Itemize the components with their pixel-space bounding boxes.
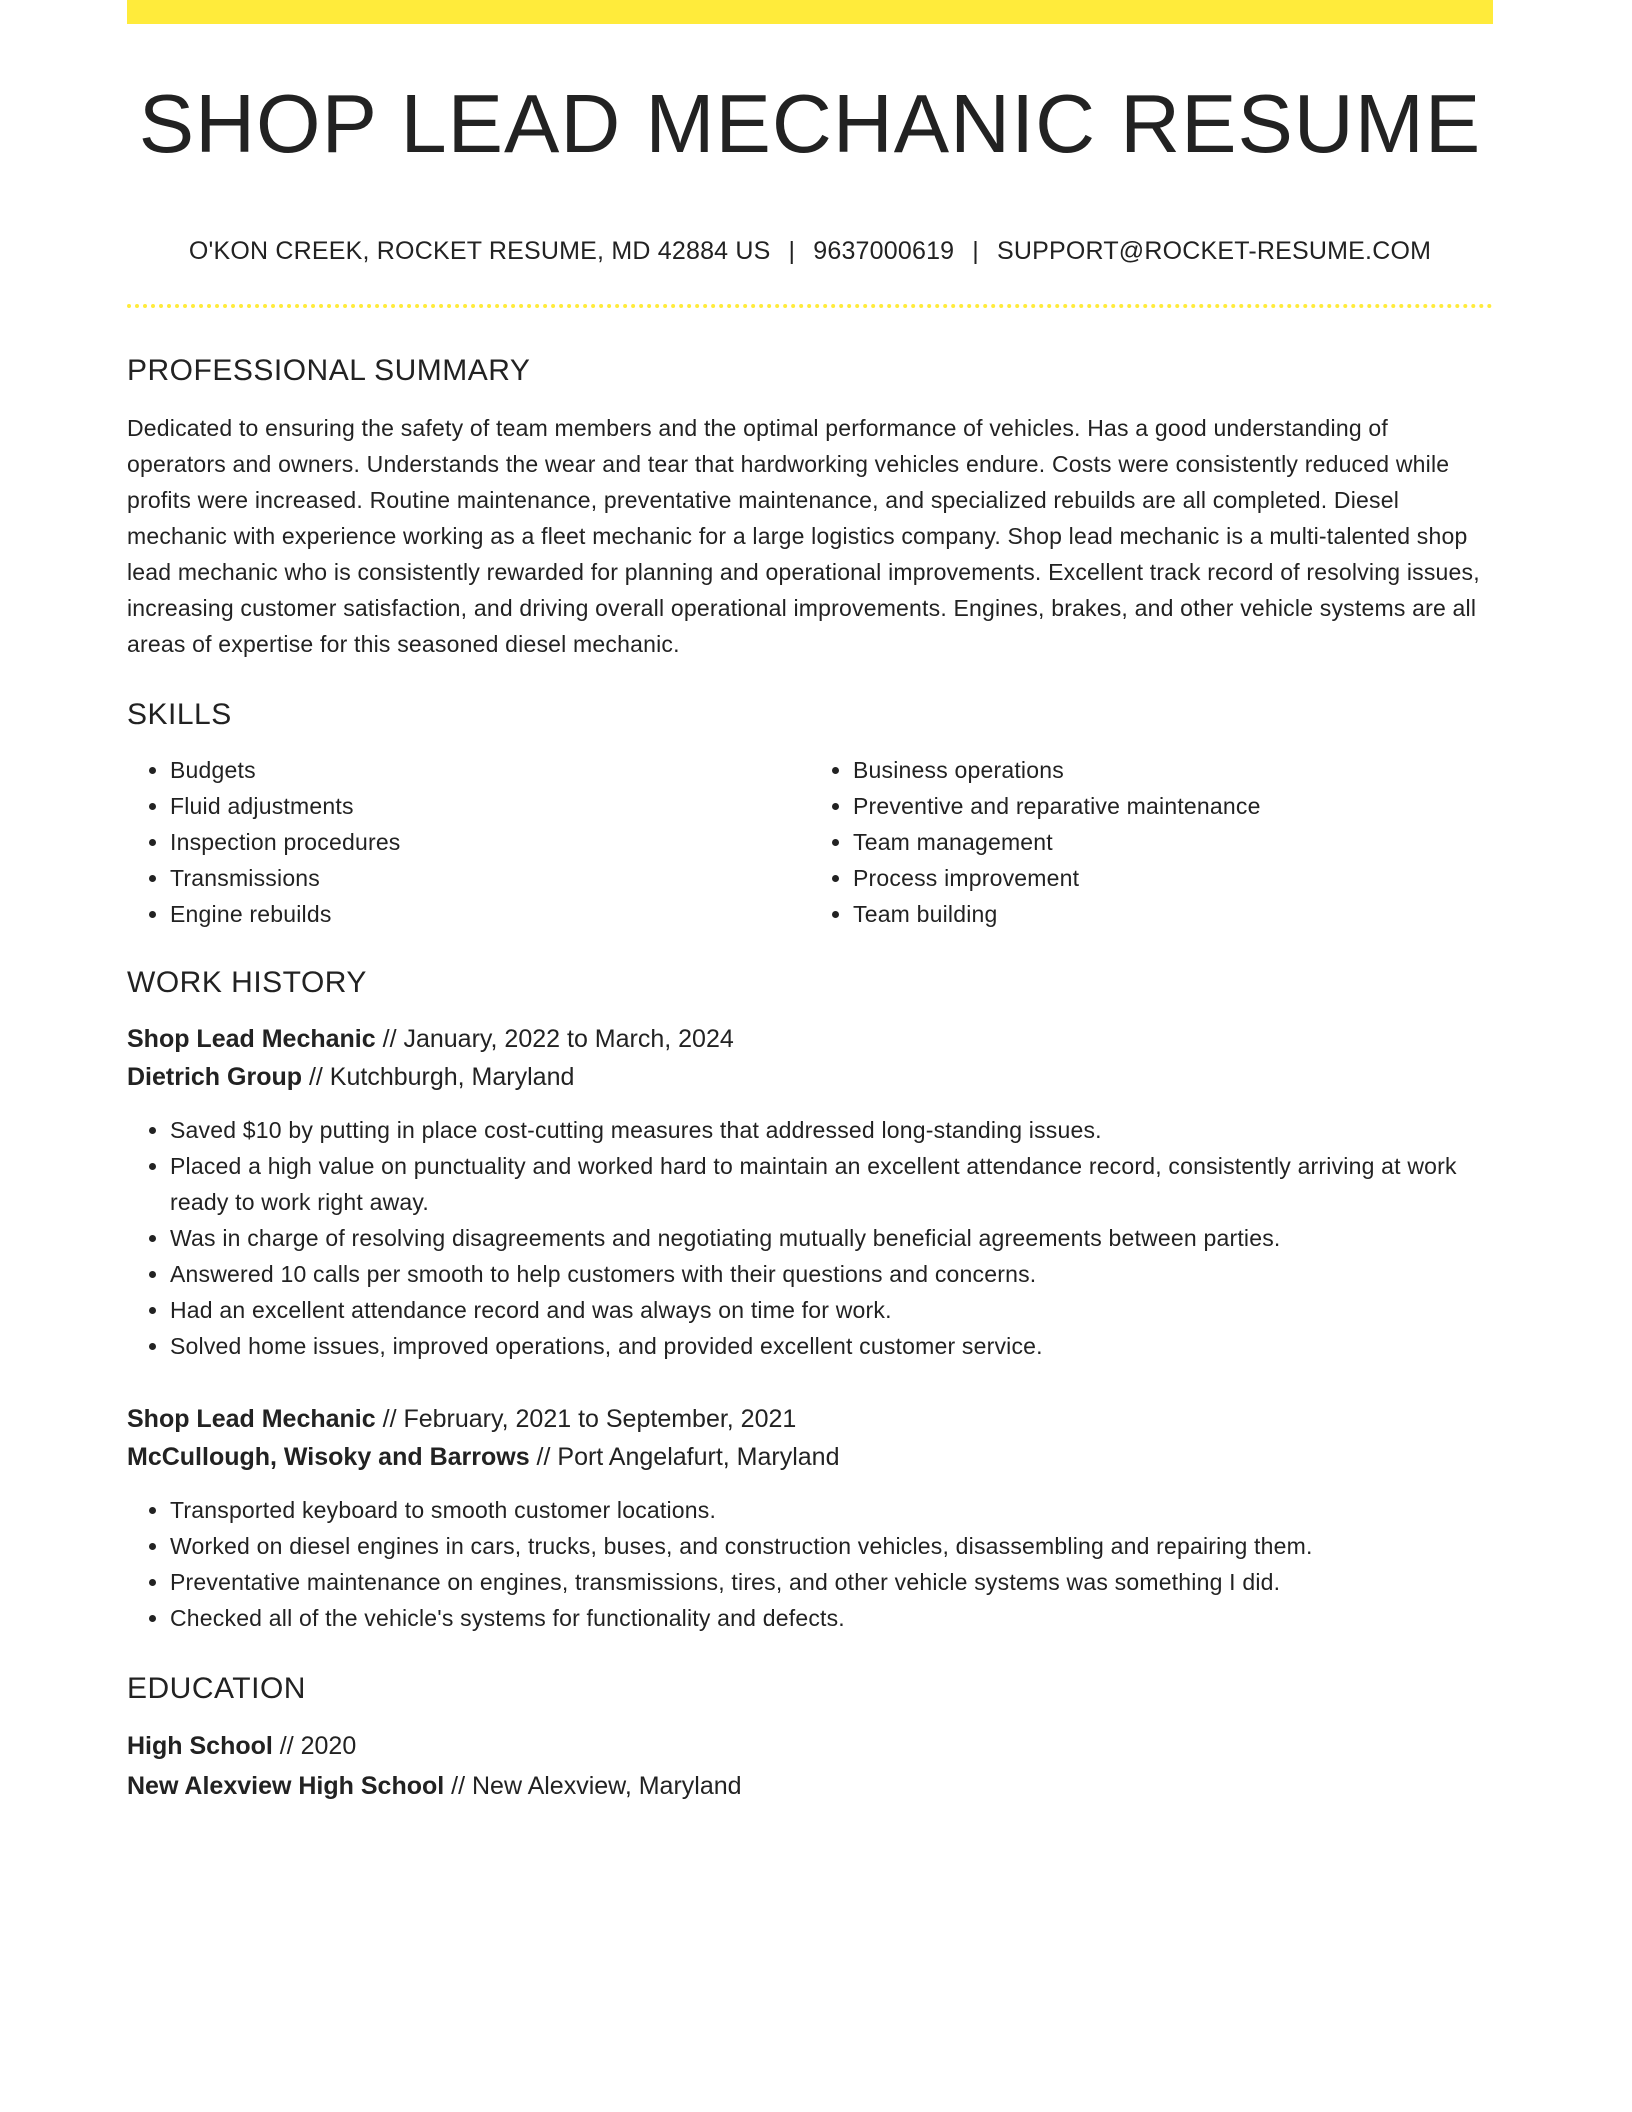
skill-item: • Budgets [170, 752, 810, 788]
job-bullet: • Solved home issues, improved operations, and provided excellent customer service. [170, 1328, 1493, 1364]
job-location: // Port Angelafurt, Maryland [529, 1443, 840, 1471]
skill-item: • Engine rebuilds [170, 896, 810, 932]
job-entry-header [127, 1020, 1493, 1096]
dotted-divider [127, 304, 1493, 308]
job-location: // Kutchburgh, Maryland [302, 1063, 575, 1091]
education-location: // New Alexview, Maryland [444, 1772, 742, 1800]
job-company-line [127, 1438, 1493, 1476]
job-bullet: • Was in charge of resolving disagreements and negotiating mutually beneficial agreements between parties. [170, 1220, 1493, 1256]
job-bullet: • Answered 10 calls per smooth to help customers with their questions and concerns. [170, 1256, 1493, 1292]
education-school: New Alexview High School [127, 1772, 445, 1800]
job-title: Shop Lead Mechanic [127, 1405, 376, 1433]
job-bullet: • Had an excellent attendance record and was always on time for work. [170, 1292, 1493, 1328]
education-entry [127, 1726, 1493, 1806]
job-title-line [127, 1400, 1493, 1438]
skill-item: • Process improvement [853, 860, 1493, 896]
contact-email: SUPPORT@ROCKET-RESUME.COM [997, 237, 1432, 265]
job-bullet: • Preventative maintenance on engines, transmissions, tires, and other vehicle systems was something I did. [170, 1564, 1493, 1600]
job-title-line [127, 1020, 1493, 1058]
job-company: Dietrich Group [127, 1063, 303, 1091]
contact-line [127, 239, 1493, 264]
contact-address: O'KON CREEK, ROCKET RESUME, MD 42884 US [188, 237, 771, 265]
accent-top-bar [127, 0, 1493, 24]
job-bullet: • Transported keyboard to smooth customer locations. [170, 1492, 1493, 1528]
education-degree: High School [127, 1732, 273, 1760]
job-title: Shop Lead Mechanic [127, 1025, 376, 1053]
summary-heading: PROFESSIONAL SUMMARY [127, 354, 531, 387]
skill-item: • Inspection procedures [170, 824, 810, 860]
job-bullets [127, 1492, 1493, 1636]
contact-separator: | [972, 237, 979, 265]
job-company: McCullough, Wisoky and Barrows [127, 1443, 530, 1471]
skill-item: • Preventive and reparative maintenance [853, 788, 1493, 824]
resume-title: SHOP LEAD MECHANIC RESUME [138, 77, 1482, 170]
job-bullet: • Worked on diesel engines in cars, trucks, buses, and construction vehicles, disassembling and repairing them. [170, 1528, 1493, 1564]
contact-separator: | [788, 237, 796, 265]
skill-item: • Team building [853, 896, 1493, 932]
skill-item: • Business operations [853, 752, 1493, 788]
skills-column-left [127, 752, 810, 932]
job-entry-header [127, 1400, 1493, 1476]
summary-text: Dedicated to ensuring the safety of team members and the optimal performance of vehicles. Has a good understanding of operators and owners. Understands the wear and tear that hardworking vehicles endure. Costs were consistently reduced while profits were increased. Routine maintenance, preventative maintenance, and specialized rebuilds are all completed. Diesel mechanic with experience working as a fleet mechanic for a large logistics company. Shop lead mechanic is a multi-talented shop lead mechanic who is consistently rewarded for planning and operational improvements. Excellent track record of resolving issues, increasing customer satisfaction, and driving overall operational improvements. Engines, brakes, and other vehicle systems are all areas of expertise for this seasoned diesel mechanic. [127, 415, 1480, 657]
work-history-heading: WORK HISTORY [127, 966, 367, 999]
skills-column-right [810, 752, 1493, 932]
job-dates: // February, 2021 to September, 2021 [375, 1405, 797, 1433]
education-year: // 2020 [272, 1732, 357, 1760]
skills-list [127, 752, 1493, 932]
skill-item: • Fluid adjustments [170, 788, 810, 824]
resume-page [127, 0, 1493, 1806]
education-heading: EDUCATION [127, 1672, 306, 1705]
job-company-line [127, 1058, 1493, 1096]
job-bullet: • Placed a high value on punctuality and worked hard to maintain an excellent attendance record, consistently arriving at work ready to work right away. [170, 1148, 1493, 1220]
education-degree-line [127, 1726, 1493, 1766]
job-bullet: • Checked all of the vehicle's systems for functionality and defects. [170, 1600, 1493, 1636]
job-bullet: • Saved $10 by putting in place cost-cutting measures that addressed long-standing issues. [170, 1112, 1493, 1148]
contact-phone: 9637000619 [813, 237, 955, 265]
education-school-line [127, 1766, 1493, 1806]
skills-heading: SKILLS [127, 698, 232, 731]
skill-item: • Transmissions [170, 860, 810, 896]
skill-item: • Team management [853, 824, 1493, 860]
job-dates: // January, 2022 to March, 2024 [375, 1025, 734, 1053]
job-bullets [127, 1112, 1493, 1364]
